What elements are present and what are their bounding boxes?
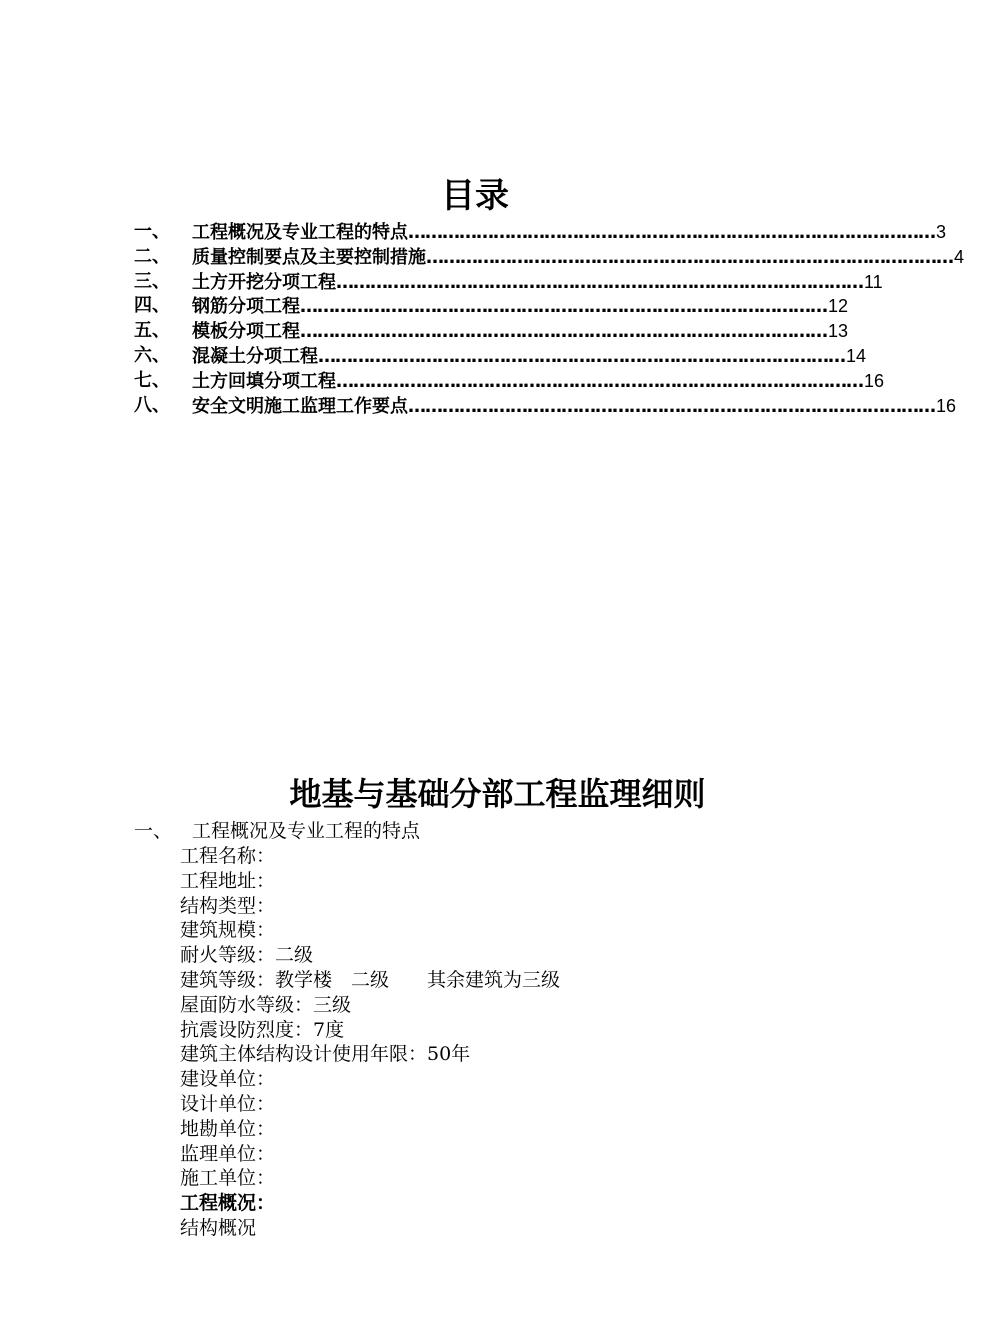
toc-entry-label: 土方回填分项工程 <box>192 370 336 392</box>
section-title: 工程概况及专业工程的特点 <box>192 820 421 842</box>
info-construction-unit: 施工单位： <box>180 1167 276 1190</box>
toc-leader-dots: ………………………………………………………………………………… <box>336 271 863 293</box>
document-title: 地基与基础分部工程监理细则 <box>289 775 706 813</box>
toc-leader-dots: ………………………………………………………………………………… <box>408 395 935 417</box>
info-building-scale: 建筑规模： <box>180 919 276 942</box>
section-heading <box>134 818 420 844</box>
toc-entry-page: 12 <box>828 296 849 317</box>
toc-entry-number: 四、 <box>134 295 170 317</box>
toc-entry-6[interactable] <box>134 344 867 369</box>
toc-entry-page: 3 <box>936 222 947 242</box>
toc-entry-number: 七、 <box>134 369 170 391</box>
toc-entry-number: 五、 <box>134 320 170 342</box>
toc-entry-label: 工程概况及专业工程的特点 <box>192 222 408 243</box>
toc-entry-3[interactable] <box>134 270 883 295</box>
toc-entry-1[interactable] <box>134 220 947 245</box>
info-design-life: 建筑主体结构设计使用年限：50年 <box>180 1043 471 1066</box>
info-structure-overview: 结构概况 <box>180 1216 257 1239</box>
info-roof-waterproof-grade: 屋面防水等级：三级 <box>180 993 352 1016</box>
toc-entry-page: 16 <box>936 395 957 416</box>
toc-title: 目录 <box>441 176 509 216</box>
toc-entry-page: 14 <box>846 345 867 366</box>
toc-entry-7[interactable] <box>134 369 885 394</box>
toc-entry-2[interactable] <box>134 245 965 270</box>
toc-entry-label: 混凝土分项工程 <box>192 345 318 367</box>
section-number: 一、 <box>134 820 173 842</box>
info-project-name: 工程名称： <box>180 845 276 867</box>
toc-entry-number: 三、 <box>134 270 170 292</box>
info-building-grade: 建筑等级：教学楼 二级 其余建筑为三级 <box>180 968 561 991</box>
toc-entry-page: 4 <box>954 246 965 267</box>
info-project-address: 工程地址： <box>180 869 276 892</box>
toc-entry-label: 模板分项工程 <box>192 321 300 343</box>
info-structure-type: 结构类型： <box>180 894 276 917</box>
info-design-unit: 设计单位： <box>180 1092 276 1115</box>
toc-leader-dots: ………………………………………………………………………………… <box>408 222 935 243</box>
toc-entry-number: 二、 <box>134 245 170 267</box>
toc-leader-dots: ………………………………………………………………………………… <box>300 321 827 343</box>
table-of-contents <box>134 220 965 418</box>
toc-leader-dots: ………………………………………………………………………………… <box>336 370 863 392</box>
info-supervision-unit: 监理单位： <box>180 1142 276 1165</box>
info-survey-unit: 地勘单位： <box>180 1117 276 1140</box>
info-owner-unit: 建设单位： <box>180 1068 276 1091</box>
toc-entry-page: 11 <box>864 271 883 292</box>
toc-leader-dots: ………………………………………………………………………………… <box>318 345 845 367</box>
toc-entry-8[interactable] <box>134 394 957 419</box>
toc-entry-number: 一、 <box>134 221 170 242</box>
info-fire-rating: 耐火等级：二级 <box>180 944 314 967</box>
project-info-list <box>180 844 560 1241</box>
toc-entry-label: 土方开挖分项工程 <box>192 271 336 293</box>
toc-entry-number: 六、 <box>134 344 170 366</box>
toc-entry-label: 质量控制要点及主要控制措施 <box>192 246 426 268</box>
toc-entry-page: 13 <box>828 321 849 342</box>
toc-entry-label: 安全文明施工监理工作要点 <box>192 395 408 417</box>
toc-entry-label: 钢筋分项工程 <box>192 296 300 318</box>
toc-entry-page: 16 <box>864 370 885 391</box>
toc-leader-dots: ………………………………………………………………………………… <box>300 296 827 318</box>
toc-entry-4[interactable] <box>134 294 849 319</box>
toc-entry-5[interactable] <box>134 319 849 344</box>
info-seismic-intensity: 抗震设防烈度：7度 <box>180 1018 345 1041</box>
toc-entry-number: 八、 <box>134 394 170 416</box>
info-project-overview: 工程概况： <box>180 1192 276 1215</box>
toc-leader-dots: ………………………………………………………………………………… <box>426 246 953 268</box>
